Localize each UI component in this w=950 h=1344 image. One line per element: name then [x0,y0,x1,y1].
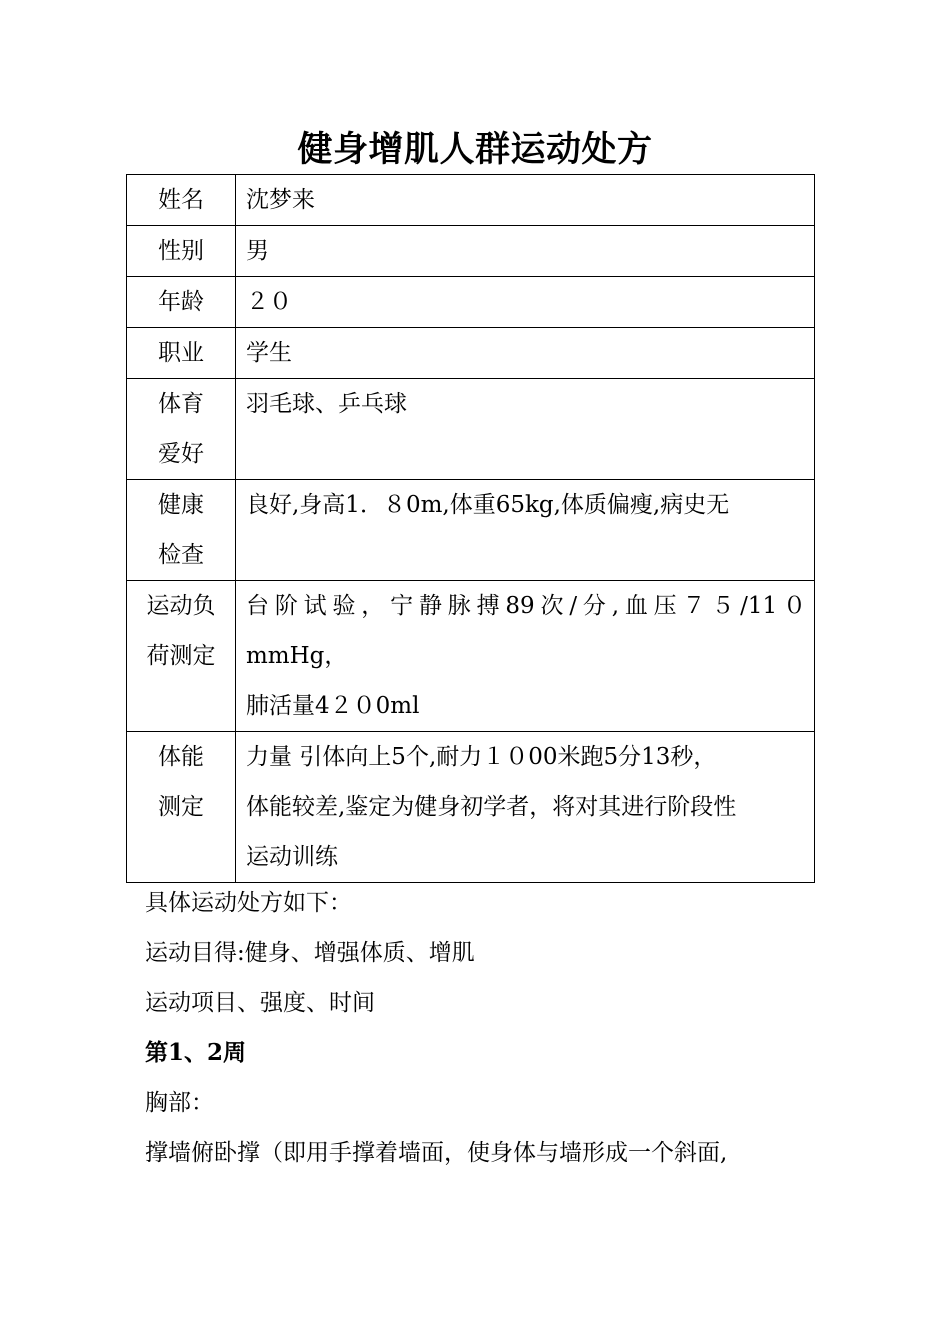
info-table [126,174,815,883]
label-name: 姓名 [127,175,236,226]
value-name: 沈梦来 [236,175,815,226]
chest-heading: 胸部： [145,1090,214,1116]
label-health: 健康 检查 [127,480,236,581]
value-hobby: 羽毛球、乒乓球 [236,379,815,480]
exercise-items: 运动项目、强度、时间 [145,990,375,1016]
value-gender: 男 [236,226,815,277]
exercise-goal: 运动目得:健身、增强体质、增肌 [145,940,475,966]
value-load-test: 台阶试验，宁静脉搏89次/分,血压７５/11０ mmHg， 肺活量4２０0ml [236,581,815,732]
table-row-name [127,175,815,226]
value-fitness-test: 力量 引体向上5个,耐力１０00米跑5分13秒， 体能较差,鉴定为健身初学者，将对其进行阶段性 运动训练 [236,732,815,883]
label-occupation: 职业 [127,328,236,379]
table-row-load-test [127,581,815,732]
page-title: 健身增肌人群运动处方 [297,129,653,170]
label-load-test: 运动负 荷测定 [127,581,236,732]
table-row-age [127,277,815,328]
value-health: 良好,身高1．８0m,体重65kg,体质偏瘦,病史无 [236,480,815,581]
prescription-intro: 具体运动处方如下： [145,890,352,916]
table-row-fitness-test [127,732,815,883]
label-gender: 性别 [127,226,236,277]
label-age: 年龄 [127,277,236,328]
week-heading: 第1、2周 [145,1039,247,1066]
value-occupation: 学生 [236,328,815,379]
label-hobby: 体育 爱好 [127,379,236,480]
label-fitness-test: 体能 测定 [127,732,236,883]
pushup-description: 撑墙俯卧撑（即用手撑着墙面，使身体与墙形成一个斜面, [145,1140,728,1166]
table-row-health [127,480,815,581]
value-age: ２０ [236,277,815,328]
table-row-occupation [127,328,815,379]
table-row-gender [127,226,815,277]
table-row-hobby [127,379,815,480]
